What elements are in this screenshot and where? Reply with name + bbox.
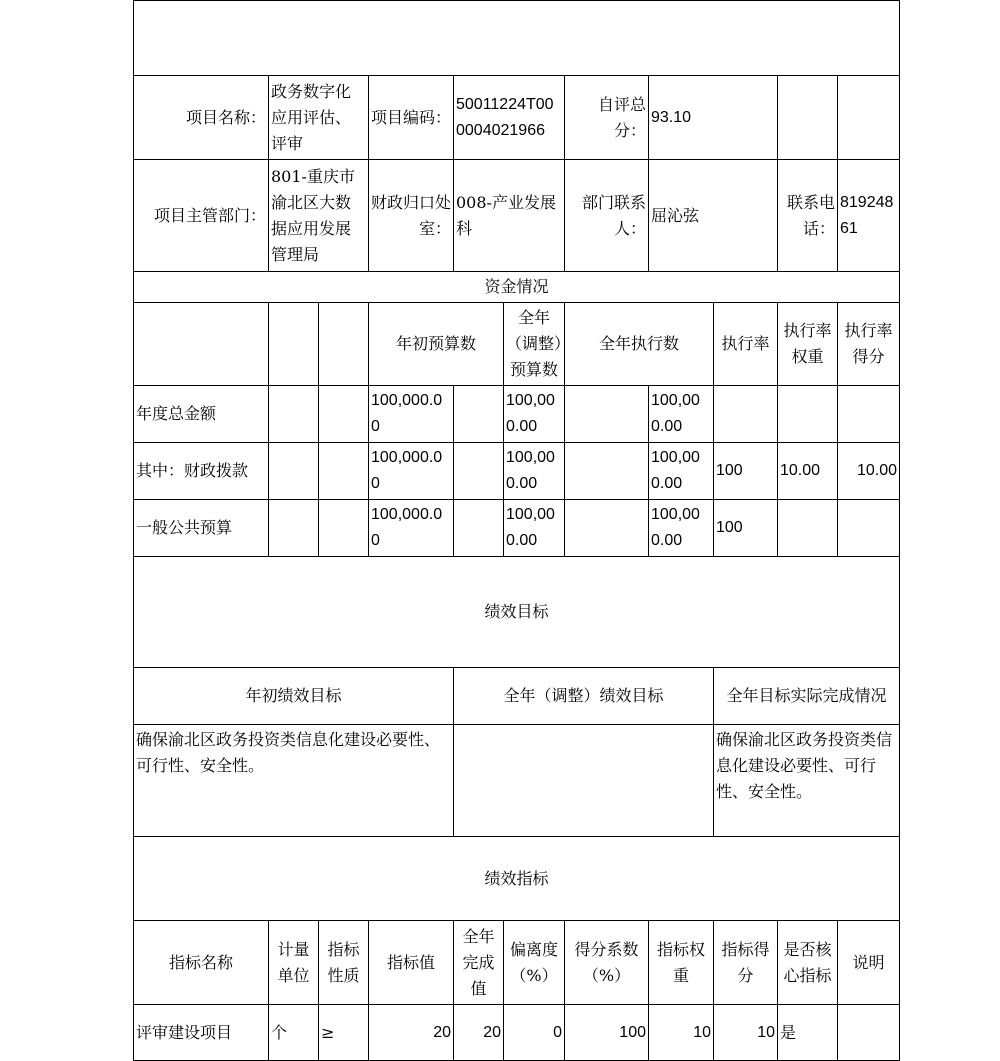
ind-header-actual: 全年完成值	[454, 921, 504, 1005]
funds-row-score	[838, 500, 900, 557]
ind-header-unit: 计量单位	[269, 921, 319, 1005]
ind-header-core: 是否核心指标	[778, 921, 838, 1005]
funds-header-adjusted: 全年（调整）预算数	[504, 303, 565, 386]
funds-row-score: 10.00	[838, 443, 900, 500]
ind-row-target: 20	[369, 1005, 454, 1061]
funds-row-adjusted: 100,000.00	[504, 443, 565, 500]
ind-row-nature: ≥	[319, 1005, 369, 1061]
funds-row-adjusted: 100,000.00	[504, 386, 565, 443]
ind-header-weight: 指标权重	[649, 921, 714, 1005]
ind-header-target: 指标值	[369, 921, 454, 1005]
funds-row-rate: 100	[714, 443, 778, 500]
ind-row-core: 是	[778, 1005, 838, 1061]
ind-row-name: 评审建设项目	[134, 1005, 269, 1061]
project-code-label: 项目编码：	[369, 76, 454, 160]
funds-header-weight: 执行率权重	[778, 303, 838, 386]
funds-row-executed: 100,000.00	[649, 500, 714, 557]
ind-header-coef: 得分系数（%）	[565, 921, 649, 1005]
goals-header-adjusted: 全年（调整）绩效目标	[454, 668, 714, 725]
ind-row-unit: 个	[269, 1005, 319, 1061]
ind-header-score: 指标得分	[714, 921, 778, 1005]
goals-content-row	[134, 725, 900, 837]
ind-row-weight: 10	[649, 1005, 714, 1061]
project-code-value: 50011224T000004021966	[454, 76, 565, 160]
funds-row	[134, 500, 900, 557]
project-info-row	[134, 76, 900, 160]
project-name-label: 项目名称：	[134, 76, 269, 160]
funds-row-rate	[714, 386, 778, 443]
funds-row-score	[838, 386, 900, 443]
funds-title-row	[134, 272, 900, 303]
funds-row-rate: 100	[714, 500, 778, 557]
goals-header-initial: 年初绩效目标	[134, 668, 454, 725]
ind-row-coef: 100	[565, 1005, 649, 1061]
funds-row-weight	[778, 500, 838, 557]
funds-row-label: 其中：财政拨款	[134, 443, 269, 500]
dept-value: 801-重庆市渝北区大数据应用发展管理局	[269, 160, 369, 272]
evaluation-table	[133, 0, 900, 1061]
funds-row	[134, 443, 900, 500]
funds-row-initial: 100,000.00	[369, 386, 454, 443]
finance-office-value: 008-产业发展科	[454, 160, 565, 272]
funds-header-initial: 年初预算数	[369, 303, 504, 386]
funds-row-executed: 100,000.00	[649, 386, 714, 443]
ind-header-deviation: 偏离度（%）	[504, 921, 565, 1005]
funds-row-initial: 100,000.00	[369, 443, 454, 500]
dept-label: 项目主管部门：	[134, 160, 269, 272]
ind-header-nature: 指标性质	[319, 921, 369, 1005]
goals-title-row	[134, 557, 900, 668]
goals-initial-text: 确保渝北区政务投资类信息化建设必要性、可行性、安全性。	[134, 725, 454, 837]
ind-header-name: 指标名称	[134, 921, 269, 1005]
goals-adjusted-text	[454, 725, 714, 837]
funds-row-label: 一般公共预算	[134, 500, 269, 557]
ind-header-note: 说明	[838, 921, 900, 1005]
self-score-value: 93.10	[649, 76, 778, 160]
phone-value: 81924861	[838, 160, 900, 272]
funds-header-executed: 全年执行数	[565, 303, 714, 386]
project-name-value: 政务数字化应用评估、评审	[269, 76, 369, 160]
self-score-label: 自评总分：	[565, 76, 649, 160]
funds-row-weight	[778, 386, 838, 443]
ind-row-deviation: 0	[504, 1005, 565, 1061]
funds-row-weight: 10.00	[778, 443, 838, 500]
indicators-section-title: 绩效指标	[134, 837, 900, 921]
ind-row-actual: 20	[454, 1005, 504, 1061]
funds-header-rate: 执行率	[714, 303, 778, 386]
indicators-header-row	[134, 921, 900, 1005]
funds-header-row	[134, 303, 900, 386]
blank-header-row	[134, 1, 900, 76]
ind-row-note	[838, 1005, 900, 1061]
funds-section-title: 资金情况	[134, 272, 900, 303]
funds-row-executed: 100,000.00	[649, 443, 714, 500]
phone-label: 联系电话：	[778, 160, 838, 272]
funds-header-score: 执行率得分	[838, 303, 900, 386]
ind-row-score: 10	[714, 1005, 778, 1061]
finance-office-label: 财政归口处室：	[369, 160, 454, 272]
department-info-row	[134, 160, 900, 272]
funds-row-label: 年度总金额	[134, 386, 269, 443]
contact-value: 屈沁弦	[649, 160, 778, 272]
funds-row	[134, 386, 900, 443]
goals-header-actual: 全年目标实际完成情况	[714, 668, 900, 725]
funds-row-adjusted: 100,000.00	[504, 500, 565, 557]
contact-label: 部门联系人：	[565, 160, 649, 272]
goals-section-title: 绩效目标	[134, 557, 900, 668]
funds-row-initial: 100,000.00	[369, 500, 454, 557]
goals-header-row	[134, 668, 900, 725]
indicators-title-row	[134, 837, 900, 921]
indicator-row	[134, 1005, 900, 1061]
goals-actual-text: 确保渝北区政务投资类信息化建设必要性、可行性、安全性。	[714, 725, 900, 837]
